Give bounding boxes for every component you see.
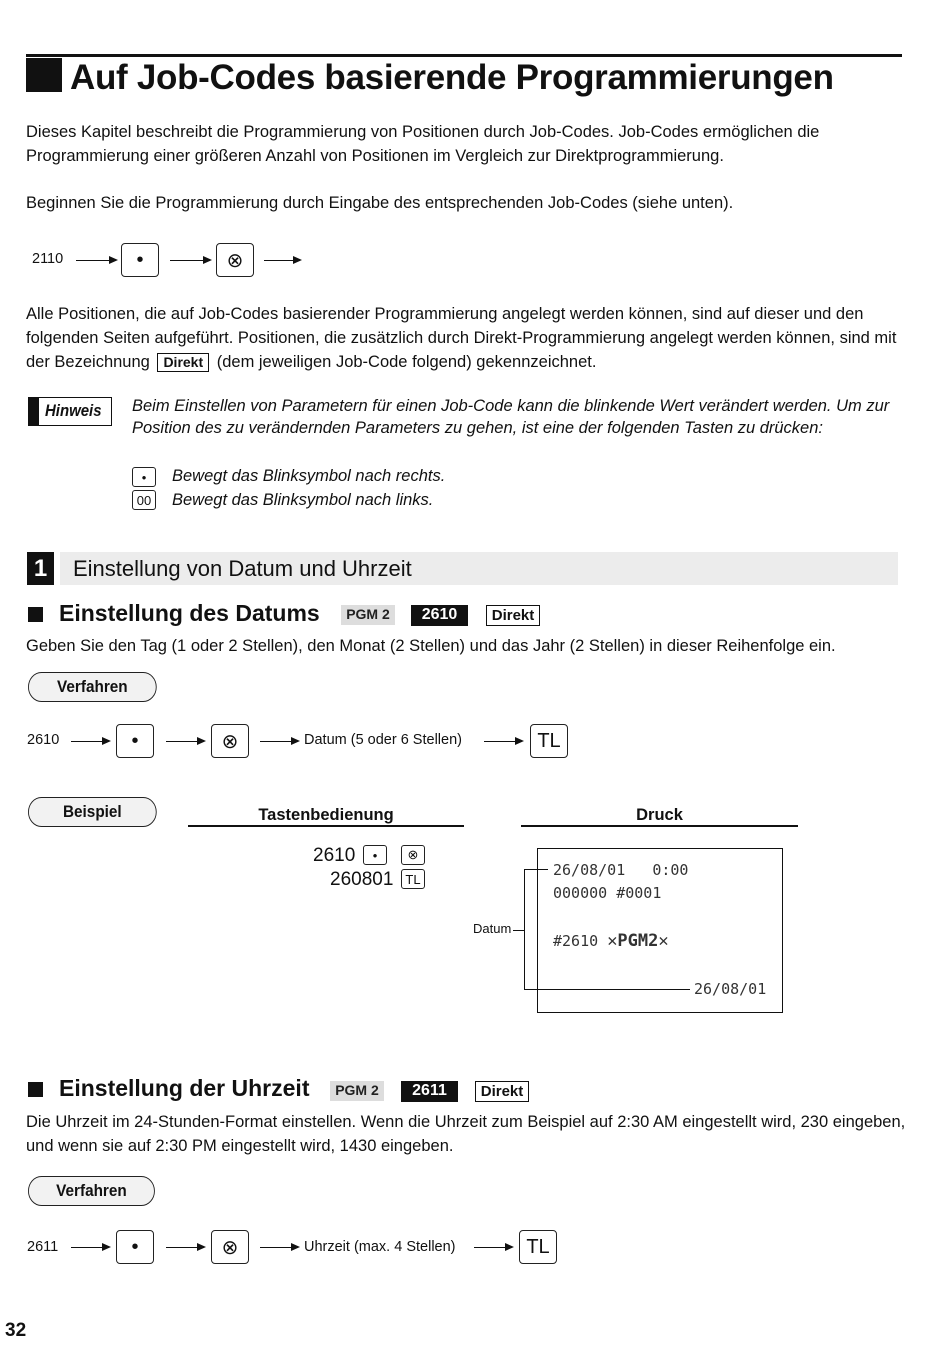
receipt-line-2: 000000 #0001 [553,884,662,902]
flow-input-label: Uhrzeit (max. 4 Stellen) [304,1239,456,1255]
flow-arrow [166,1247,204,1248]
note-item-2: Bewegt das Blinksymbol nach links. [172,491,434,509]
tasten-line-1: 2610 [313,845,356,866]
hinweis-text: Hinweis [45,401,102,420]
flow-arrow [76,260,116,261]
beispiel-label: Beispiel [28,797,157,827]
page-title: Auf Job-Codes basierende Programmierungen [70,58,834,97]
tasten-rule [188,825,464,827]
intro-paragraph-3 [26,302,906,374]
flow-arrow [170,260,210,261]
receipt-line-4: 26/08/01 [694,980,767,998]
dot-key: • [116,1230,154,1264]
flow-start-code: 2110 [32,251,64,267]
title-rule [26,54,902,57]
flow-arrow [474,1247,512,1248]
multiply-key: ⊗ [211,1230,249,1264]
section-title: Einstellung von Datum und Uhrzeit [73,556,412,581]
title-block [26,58,62,92]
multiply-key: ⊗ [216,243,254,277]
callout-line [524,989,690,990]
flow-arrow [264,260,300,261]
multiply-key: ⊗ [401,845,425,865]
pgm-badge: PGM 2 [341,605,395,625]
dot-key: • [121,243,159,277]
tl-key: TL [401,869,425,889]
verfahren-label: Verfahren [28,672,157,702]
note-item-1: Bewegt das Blinksymbol nach rechts. [172,467,446,485]
druck-rule [521,825,798,827]
druck-header: Druck [636,806,683,824]
uhrzeit-description: Die Uhrzeit im 24-Stunden-Format einstellen. Wenn die Uhrzeit zum Beispiel auf 2:30 AM eingestellt wird, 230 eingeben, und wenn sie auf 2:30 PM eingestellt wird, 1430 eingeben. [26,1113,906,1155]
note-key-right: • [132,467,156,487]
datum-description: Geben Sie den Tag (1 oder 2 Stellen), den Monat (2 Stellen) und das Jahr (2 Stellen) in dieser Reihenfolge ein. [26,637,836,655]
tl-key: TL [530,724,568,758]
flow-input-label: Datum (5 oder 6 Stellen) [304,732,462,748]
direkt-badge: Direkt [157,353,209,372]
receipt-job-code: #2610 [553,932,599,950]
heading-bullet [28,607,43,622]
tl-key: TL [519,1230,557,1264]
receipt-line-3 [553,931,669,951]
callout-line [524,869,548,870]
dot-key: • [116,724,154,758]
flow-arrow [71,1247,109,1248]
receipt-mode: ✕PGM2✕ [607,931,669,951]
datum-heading: Einstellung des Datums [59,600,320,626]
note-key-left: 00 [132,490,156,510]
job-code-badge: 2611 [401,1081,458,1102]
page-number: 32 [5,1320,27,1341]
receipt-line-1: 26/08/01 0:00 [553,861,689,879]
flow-arrow [166,741,204,742]
datum-callout-label: Datum [473,921,512,936]
intro-paragraph-3-text: Alle Positionen, die auf Job-Codes basierender Programmierung angelegt werden können, sind auf dieser und den folgenden Seiten aufgeführt. Positionen, die zusätzlich durch Direkt-Programmierung angelegt werden können, sind mit der Bezeichnung [26,305,897,371]
flow-arrow [71,741,109,742]
flow-arrow [260,741,298,742]
note-text: Beim Einstellen von Parametern für einen Job-Code kann die blinkende Wert verändert werden. Um zur Position des zu verändernden Parameters zu gehen, ist eine der folgenden Tasten zu drücken: [132,397,890,437]
pgm-badge: PGM 2 [330,1081,384,1101]
verfahren-label: Verfahren [28,1176,155,1206]
intro-paragraph-3-end: (dem jeweiligen Job-Code folgend) gekennzeichnet. [216,353,597,371]
flow-arrow [260,1247,298,1248]
direkt-badge: Direkt [486,605,540,626]
section-number: 1 [27,552,54,585]
multiply-key: ⊗ [211,724,249,758]
direkt-badge: Direkt [475,1081,529,1102]
intro-paragraph-1: Dieses Kapitel beschreibt die Programmierung von Positionen durch Job-Codes. Job-Codes ermöglichen die Programmierung einer größeren Anzahl von Positionen im Vergleich zur Direktprogrammierung. [26,123,820,165]
hinweis-bar [29,398,39,425]
tasten-line-2: 260801 [330,869,394,890]
intro-paragraph-2: Beginnen Sie die Programmierung durch Eingabe des entsprechenden Job-Codes (siehe unten). [26,194,734,212]
heading-bullet [28,1082,43,1097]
uhrzeit-heading: Einstellung der Uhrzeit [59,1075,310,1101]
job-code-badge: 2610 [411,605,468,626]
flow-start-code: 2611 [27,1239,59,1255]
tastenbedienung-header: Tastenbedienung [258,806,394,824]
flow-start-code: 2610 [27,732,60,748]
flow-arrow [484,741,522,742]
callout-line [524,869,525,989]
hinweis-label [28,397,112,426]
dot-key: • [363,845,387,865]
